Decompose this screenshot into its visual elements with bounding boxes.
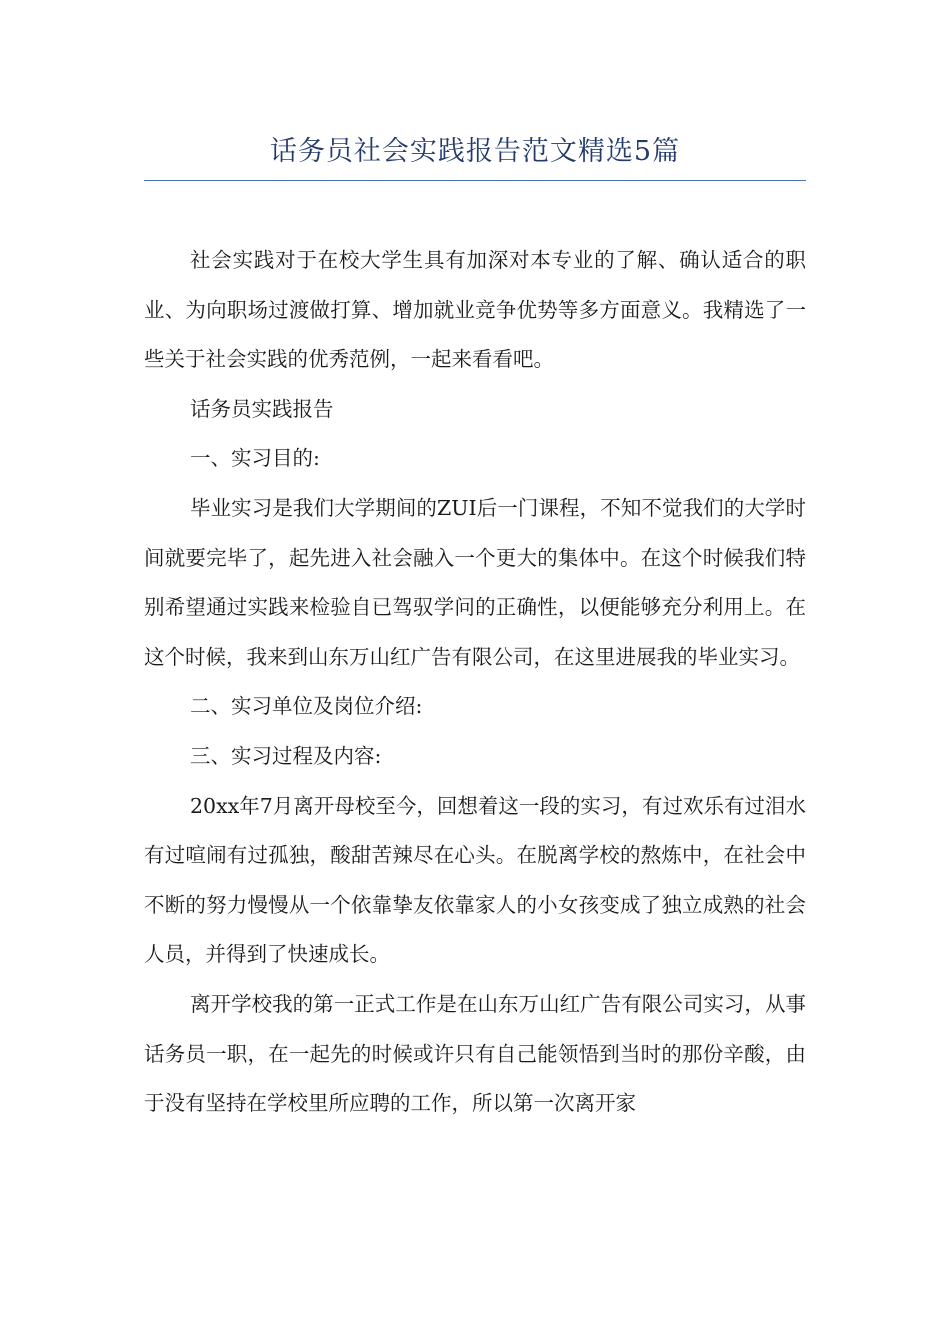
section-heading-unit: 二、实习单位及岗位介绍: [190, 694, 423, 719]
work-paragraph: 离开学校我的第一正式工作是在山东万山红广告有限公司实习，从事话务员一职，在一起先的时候或许只有自己能领悟到当时的那份辛酸，由于没有坚持在学校里所应聘的工作，所以第一次离开家 [144, 991, 806, 1116]
purpose-paragraph: 毕业实习是我们大学期间的ZUI后一门课程，不知不觉我们的大学时间就要完毕了，起先进入社会融入一个更大的集体中。在这个时候我们特别希望通过实践来检验自已驾驭学问的正确性，以便能够充分利用上。在这个时候，我来到山东万山红广告有限公司，在这里进展我的毕业实习。 [144, 495, 806, 669]
intro-paragraph: 社会实践对于在校大学生具有加深对本专业的了解、确认适合的职业、为向职场过渡做打算、增加就业竞争优势等多方面意义。我精选了一些关于社会实践的优秀范例，一起来看看吧。 [144, 248, 806, 372]
document-title: 话务员社会实践报告范文精选5篇 [269, 136, 681, 167]
document-body [144, 236, 806, 1129]
section-heading-report: 话务员实践报告 [190, 396, 334, 421]
title-underline [144, 180, 806, 181]
section-heading-process: 三、实习过程及内容: [190, 743, 382, 768]
section-heading-purpose: 一、实习目的: [190, 446, 320, 471]
process-paragraph: 20xx年7月离开母校至今，回想着这一段的实习，有过欢乐有过泪水有过喧闹有过孤独，酸甜苦辣尽在心头。在脱离学校的熬炼中，在社会中不断的努力慢慢从一个依靠挚友依靠家人的小女孩变成了独立成熟的社会人员，并得到了快速成长。 [144, 793, 806, 967]
